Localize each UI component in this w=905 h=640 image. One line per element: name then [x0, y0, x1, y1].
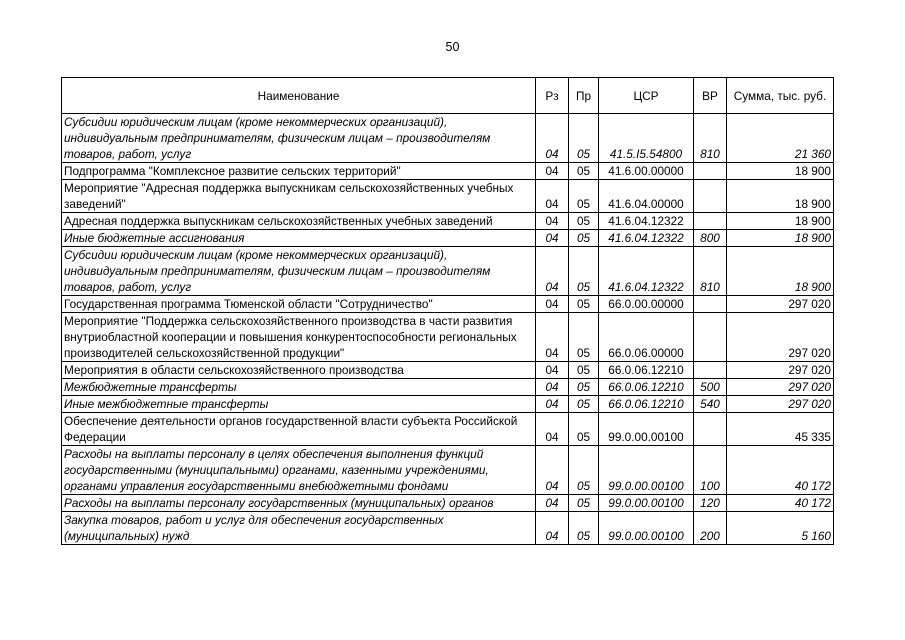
cell-rz: 04 [536, 379, 569, 396]
cell-csr: 99.0.00.00100 [599, 413, 694, 446]
cell-csr: 41.6.04.12322 [599, 213, 694, 230]
cell-pr: 05 [569, 512, 599, 545]
cell-pr: 05 [569, 247, 599, 296]
cell-vr [694, 313, 727, 362]
table-row [62, 362, 834, 379]
table-row [62, 446, 834, 495]
cell-vr: 200 [694, 512, 727, 545]
cell-pr: 05 [569, 114, 599, 163]
table-row [62, 396, 834, 413]
header-name: Наименование [62, 78, 536, 114]
cell-sum: 21 360 [727, 114, 834, 163]
cell-csr: 66.0.06.00000 [599, 313, 694, 362]
cell-vr [694, 163, 727, 180]
cell-vr [694, 296, 727, 313]
cell-name: Иные межбюджетные трансферты [62, 396, 536, 413]
cell-vr [694, 362, 727, 379]
cell-rz: 04 [536, 213, 569, 230]
cell-rz: 04 [536, 114, 569, 163]
cell-sum: 297 020 [727, 296, 834, 313]
cell-rz: 04 [536, 247, 569, 296]
cell-pr: 05 [569, 213, 599, 230]
cell-rz: 04 [536, 495, 569, 512]
table-row [62, 379, 834, 396]
cell-vr [694, 180, 727, 213]
cell-vr: 800 [694, 230, 727, 247]
cell-csr: 41.6.04.12322 [599, 230, 694, 247]
cell-rz: 04 [536, 163, 569, 180]
table-header-row [62, 78, 834, 114]
cell-rz: 04 [536, 230, 569, 247]
cell-pr: 05 [569, 362, 599, 379]
cell-pr: 05 [569, 446, 599, 495]
budget-table [61, 77, 834, 545]
cell-sum: 18 900 [727, 247, 834, 296]
table-row [62, 512, 834, 545]
cell-csr: 41.6.00.00000 [599, 163, 694, 180]
cell-name: Субсидии юридическим лицам (кроме некоммерческих организаций), индивидуальным предпринимателям, физическим лицам – производителям товаров, работ, услуг [62, 114, 536, 163]
cell-name: Мероприятия в области сельскохозяйственного производства [62, 362, 536, 379]
cell-name: Субсидии юридическим лицам (кроме некоммерческих организаций), индивидуальным предпринимателям, физическим лицам – производителям товаров, работ, услуг [62, 247, 536, 296]
cell-sum: 18 900 [727, 230, 834, 247]
header-rz: Рз [536, 78, 569, 114]
cell-pr: 05 [569, 296, 599, 313]
cell-name: Мероприятие "Поддержка сельскохозяйственного производства в части развития внутриобластной кооперации и повышения конкурентоспособности региональных производителей сельскохозяйственной продукции" [62, 313, 536, 362]
cell-vr: 810 [694, 247, 727, 296]
cell-sum: 18 900 [727, 163, 834, 180]
cell-rz: 04 [536, 512, 569, 545]
cell-csr: 99.0.00.00100 [599, 495, 694, 512]
cell-csr: 41.5.I5.54800 [599, 114, 694, 163]
cell-vr [694, 213, 727, 230]
cell-sum: 5 160 [727, 512, 834, 545]
cell-sum: 40 172 [727, 446, 834, 495]
cell-name: Обеспечение деятельности органов государственной власти субъекта Российской Федерации [62, 413, 536, 446]
cell-csr: 99.0.00.00100 [599, 446, 694, 495]
cell-pr: 05 [569, 313, 599, 362]
cell-rz: 04 [536, 413, 569, 446]
cell-vr: 810 [694, 114, 727, 163]
cell-sum: 18 900 [727, 213, 834, 230]
cell-name: Адресная поддержка выпускникам сельскохозяйственных учебных заведений [62, 213, 536, 230]
header-csr: ЦСР [599, 78, 694, 114]
cell-rz: 04 [536, 180, 569, 213]
cell-name: Закупка товаров, работ и услуг для обеспечения государственных (муниципальных) нужд [62, 512, 536, 545]
cell-csr: 66.0.00.00000 [599, 296, 694, 313]
table-row [62, 114, 834, 163]
cell-rz: 04 [536, 296, 569, 313]
cell-name: Расходы на выплаты персоналу в целях обеспечения выполнения функций государственными (муниципальными) органами, казенными учреждениями, органами управления государственными внебюджетными фондами [62, 446, 536, 495]
cell-pr: 05 [569, 495, 599, 512]
cell-name: Государственная программа Тюменской области "Сотрудничество" [62, 296, 536, 313]
table-body [62, 114, 834, 545]
header-pr: Пр [569, 78, 599, 114]
table-row [62, 413, 834, 446]
cell-pr: 05 [569, 230, 599, 247]
cell-csr: 66.0.06.12210 [599, 396, 694, 413]
table-row [62, 213, 834, 230]
table-row [62, 230, 834, 247]
cell-sum: 297 020 [727, 396, 834, 413]
table-row [62, 180, 834, 213]
cell-vr: 120 [694, 495, 727, 512]
cell-csr: 41.6.04.12322 [599, 247, 694, 296]
cell-csr: 66.0.06.12210 [599, 379, 694, 396]
cell-pr: 05 [569, 180, 599, 213]
table-row [62, 247, 834, 296]
cell-pr: 05 [569, 163, 599, 180]
cell-pr: 05 [569, 379, 599, 396]
cell-sum: 40 172 [727, 495, 834, 512]
cell-rz: 04 [536, 396, 569, 413]
cell-csr: 41.6.04.00000 [599, 180, 694, 213]
cell-vr: 100 [694, 446, 727, 495]
cell-pr: 05 [569, 396, 599, 413]
cell-vr [694, 413, 727, 446]
cell-rz: 04 [536, 362, 569, 379]
cell-sum: 297 020 [727, 313, 834, 362]
header-sum: Сумма, тыс. руб. [727, 78, 834, 114]
cell-rz: 04 [536, 313, 569, 362]
table-row [62, 296, 834, 313]
cell-vr: 540 [694, 396, 727, 413]
cell-name: Иные бюджетные ассигнования [62, 230, 536, 247]
cell-sum: 45 335 [727, 413, 834, 446]
cell-sum: 18 900 [727, 180, 834, 213]
cell-vr: 500 [694, 379, 727, 396]
cell-name: Подпрограмма "Комплексное развитие сельских территорий" [62, 163, 536, 180]
cell-sum: 297 020 [727, 379, 834, 396]
header-vr: ВР [694, 78, 727, 114]
cell-csr: 66.0.06.12210 [599, 362, 694, 379]
cell-pr: 05 [569, 413, 599, 446]
cell-csr: 99.0.00.00100 [599, 512, 694, 545]
cell-name: Межбюджетные трансферты [62, 379, 536, 396]
page-number: 50 [445, 40, 460, 54]
table-row [62, 313, 834, 362]
cell-rz: 04 [536, 446, 569, 495]
cell-name: Мероприятие "Адресная поддержка выпускникам сельскохозяйственных учебных заведений" [62, 180, 536, 213]
table-row [62, 495, 834, 512]
table-row [62, 163, 834, 180]
cell-sum: 297 020 [727, 362, 834, 379]
cell-name: Расходы на выплаты персоналу государственных (муниципальных) органов [62, 495, 536, 512]
